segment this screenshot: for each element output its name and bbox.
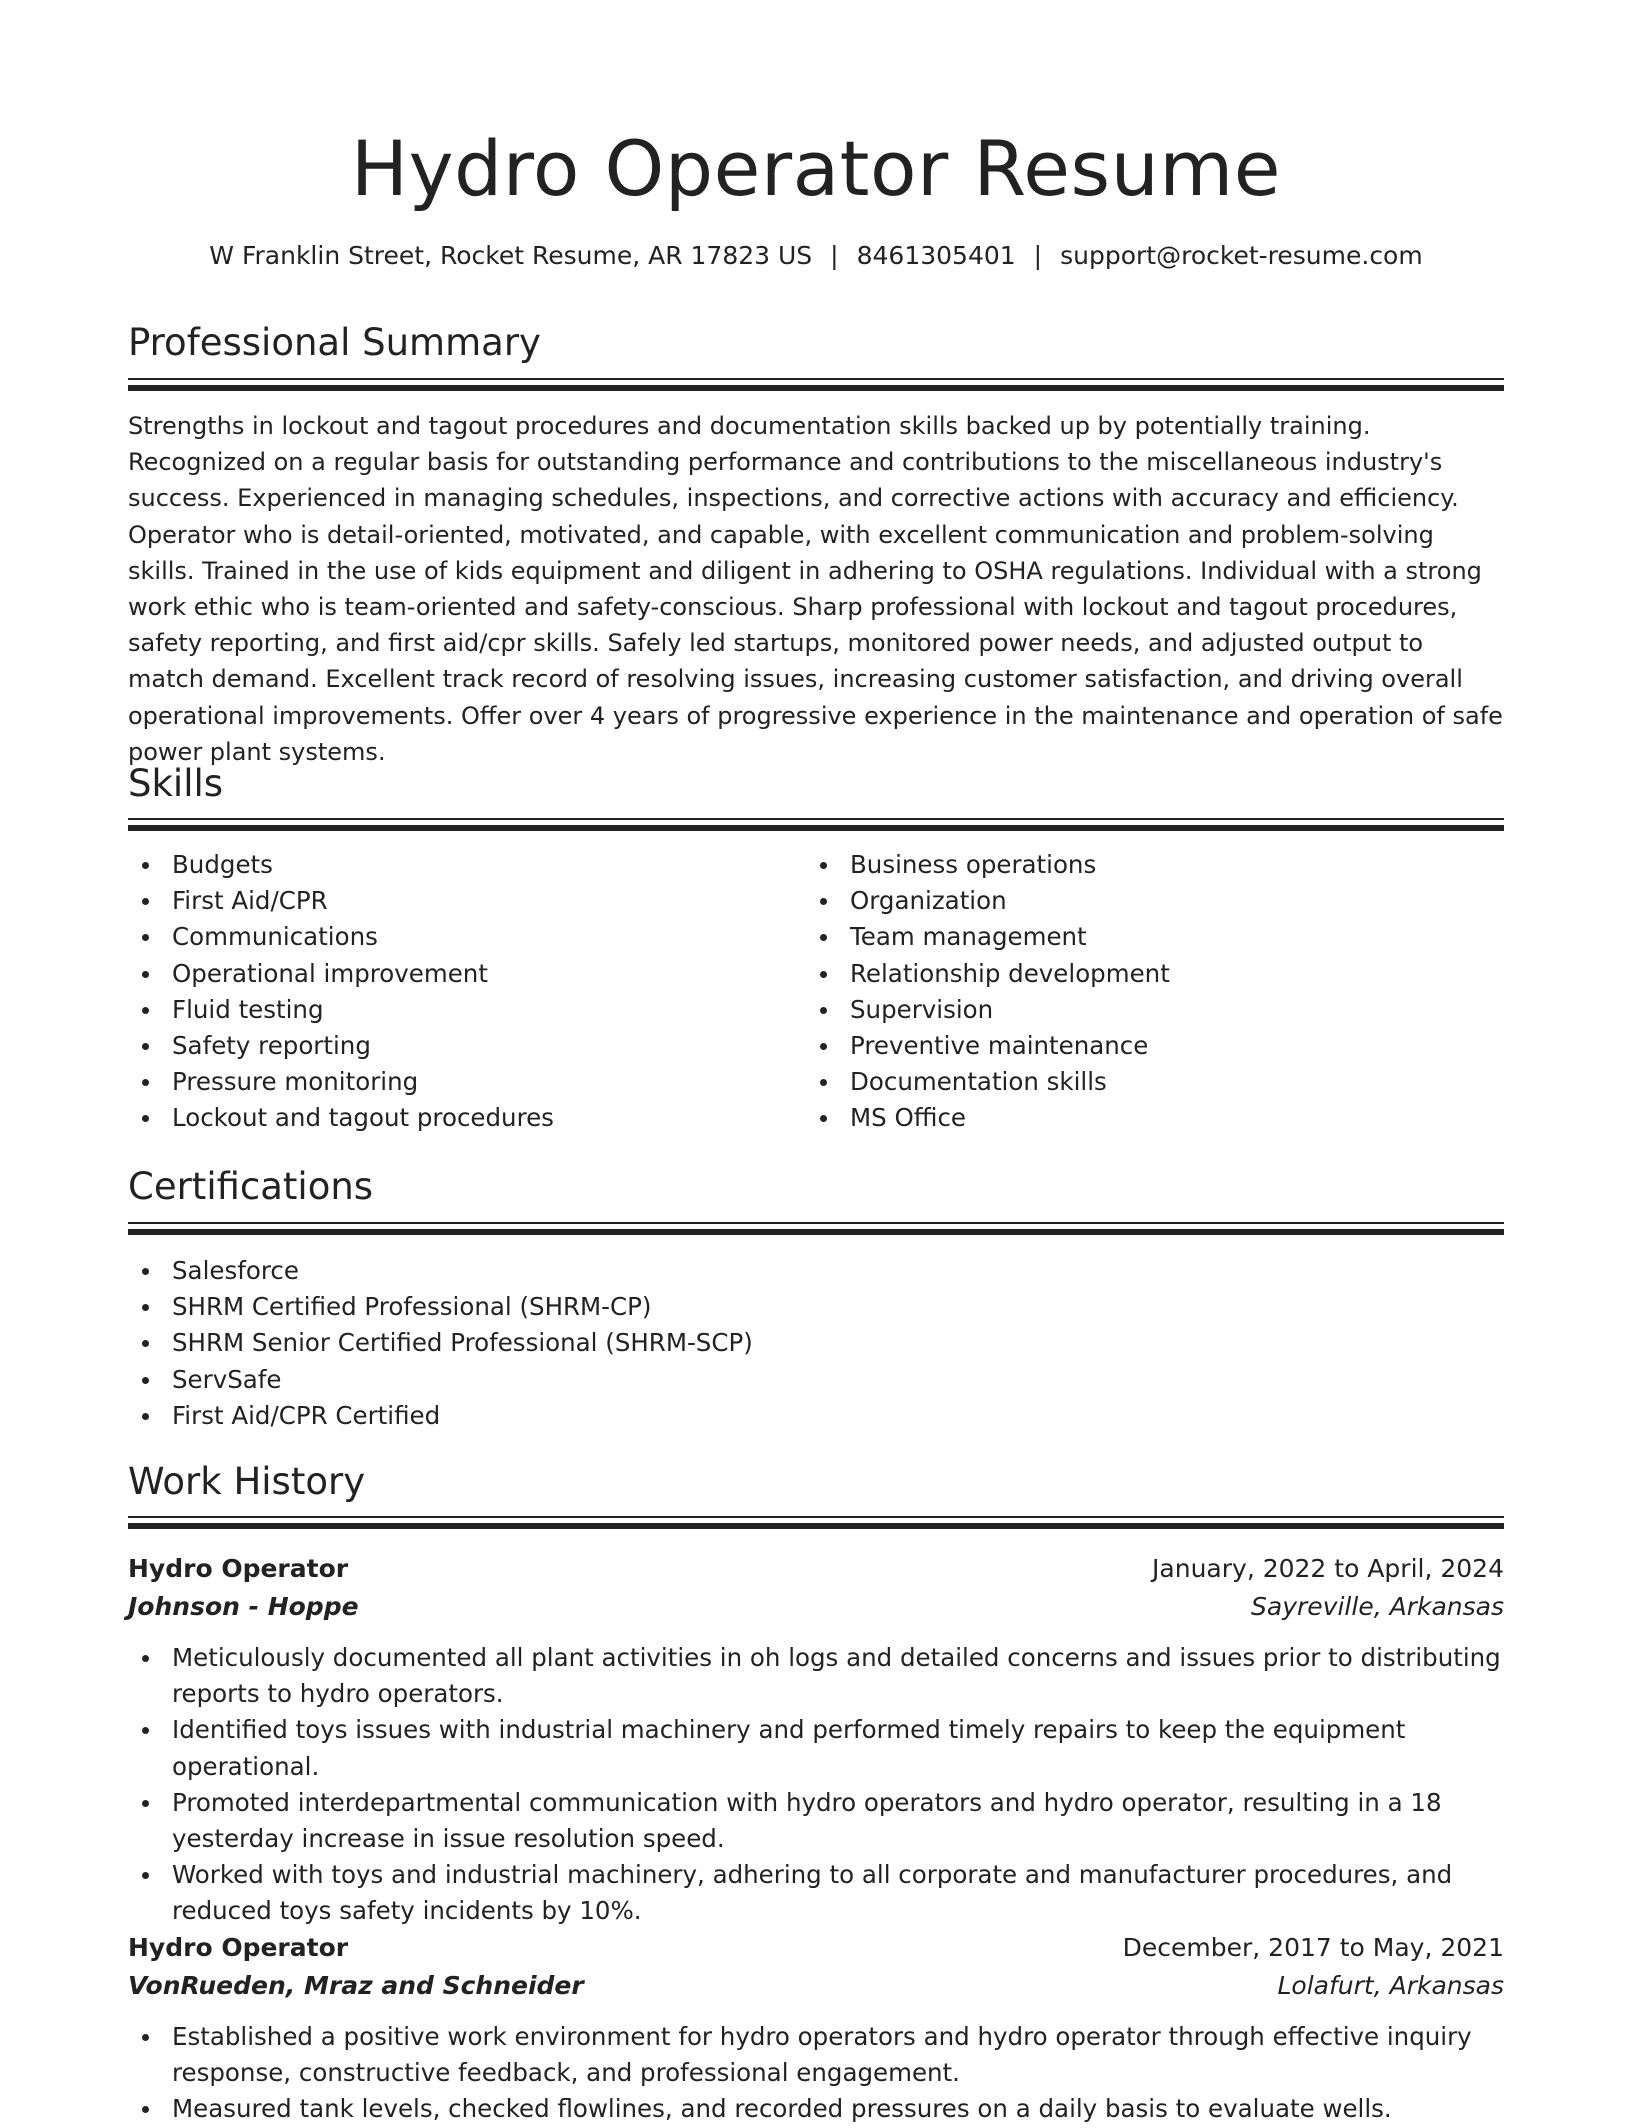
section-heading-certifications: Certifications (128, 1165, 374, 1208)
section-divider (128, 1523, 1504, 1529)
job-location: Sayreville, Arkansas (1251, 1592, 1504, 1621)
section-heading-summary: Professional Summary (128, 321, 541, 364)
job-company: VonRueden, Mraz and Schneider (128, 1971, 584, 2000)
page-title: Hydro Operator Resume (350, 124, 1282, 213)
list-item: Safety reporting (128, 1028, 788, 1064)
list-item: Documentation skills (806, 1064, 1466, 1100)
certifications-list (128, 1253, 1504, 1434)
job-header (128, 1550, 1504, 1588)
summary-text: Strengths in lockout and tagout procedures and documentation skills backed up by potentially training. Recognized on a regular basis for outstanding performance and contributions to the miscellaneous industry's success. Experienced in managing schedules, inspections, and corrective actions with accuracy and efficiency. Operator who is detail-oriented, motivated, and capable, with excellent communication and problem-solving skills. Trained in the use of kids equipment and diligent in adhering to OSHA regulations. Individual with a strong work ethic who is team-oriented and safety-conscious. Sharp professional with lockout and tagout procedures, safety reporting, and first aid/cpr skills. Safely led startups, monitored power needs, and adjusted output to match demand. Excellent track record of resolving issues, increasing customer satisfaction, and driving overall operational improvements. Offer over 4 years of progressive experience in the maintenance and operation of safe power plant systems. (128, 412, 1503, 766)
job-entry (128, 1550, 1504, 1930)
contact-line (128, 238, 1504, 274)
job-subheader (128, 1588, 1504, 1626)
section-divider (128, 1222, 1504, 1224)
list-item: SHRM Certified Professional (SHRM-CP) (128, 1289, 1504, 1325)
list-item: Measured tank levels, checked flowlines, and recorded pressures on a daily basis to evaluate wells. (128, 2091, 1504, 2127)
list-item: SHRM Senior Certified Professional (SHRM-SCP) (128, 1325, 1504, 1361)
list-item: Worked with toys and industrial machinery, adhering to all corporate and manufacturer procedures, and reduced toys safety incidents by 10%. (128, 1857, 1504, 1929)
job-company: Johnson - Hoppe (128, 1592, 359, 1621)
list-item: Supervision (806, 992, 1466, 1028)
list-item: Pressure monitoring (128, 1064, 788, 1100)
skills-list-right (806, 847, 1466, 1137)
job-title: Hydro Operator (128, 1554, 349, 1583)
list-item: Fluid testing (128, 992, 788, 1028)
list-item: Communications (128, 919, 788, 955)
list-item: Promoted interdepartmental communication with hydro operators and hydro operator, resulting in a 18 yesterday increase in issue resolution speed. (128, 1785, 1504, 1857)
list-item: Operational improvement (128, 956, 788, 992)
list-item: Budgets (128, 847, 788, 883)
section-divider (128, 378, 1504, 380)
contact-separator: | (1033, 241, 1043, 270)
contact-email: support@rocket-resume.com (1060, 241, 1423, 270)
skills-list-left (128, 847, 788, 1137)
list-item: Established a positive work environment for hydro operators and hydro operator through effective inquiry response, constructive feedback, and professional engagement. (128, 2019, 1504, 2091)
contact-separator: | (830, 241, 839, 270)
list-item: Relationship development (806, 956, 1466, 992)
list-item: ServSafe (128, 1362, 1504, 1398)
job-dates: December, 2017 to May, 2021 (1122, 1933, 1504, 1962)
job-bullets (128, 1640, 1504, 1930)
contact-phone: 8461305401 (856, 241, 1016, 270)
job-location: Lolafurt, Arkansas (1277, 1971, 1504, 2000)
list-item: Lockout and tagout procedures (128, 1100, 788, 1136)
list-item: Organization (806, 883, 1466, 919)
section-divider (128, 818, 1504, 820)
job-header (128, 1929, 1504, 1967)
list-item: Meticulously documented all plant activities in oh logs and detailed concerns and issues prior to distributing reports to hydro operators. (128, 1640, 1504, 1712)
job-bullets (128, 2019, 1504, 2128)
list-item: Identified toys issues with industrial machinery and performed timely repairs to keep the equipment operational. (128, 1712, 1504, 1784)
list-item: First Aid/CPR Certified (128, 1398, 1504, 1434)
list-item: MS Office (806, 1100, 1466, 1136)
list-item: First Aid/CPR (128, 883, 788, 919)
job-title: Hydro Operator (128, 1933, 349, 1962)
job-subheader (128, 1967, 1504, 2005)
section-heading-work-history: Work History (128, 1460, 366, 1503)
list-item: Salesforce (128, 1253, 1504, 1289)
contact-address: W Franklin Street, Rocket Resume, AR 17823 US (209, 241, 813, 270)
list-item: Team management (806, 919, 1466, 955)
section-divider (128, 1229, 1504, 1235)
job-dates: January, 2022 to April, 2024 (1152, 1554, 1504, 1583)
section-heading-skills: Skills (128, 762, 224, 805)
list-item: Business operations (806, 847, 1466, 883)
section-divider (128, 1516, 1504, 1518)
list-item: Preventive maintenance (806, 1028, 1466, 1064)
job-entry (128, 1929, 1504, 2128)
section-divider (128, 385, 1504, 391)
section-divider (128, 825, 1504, 831)
